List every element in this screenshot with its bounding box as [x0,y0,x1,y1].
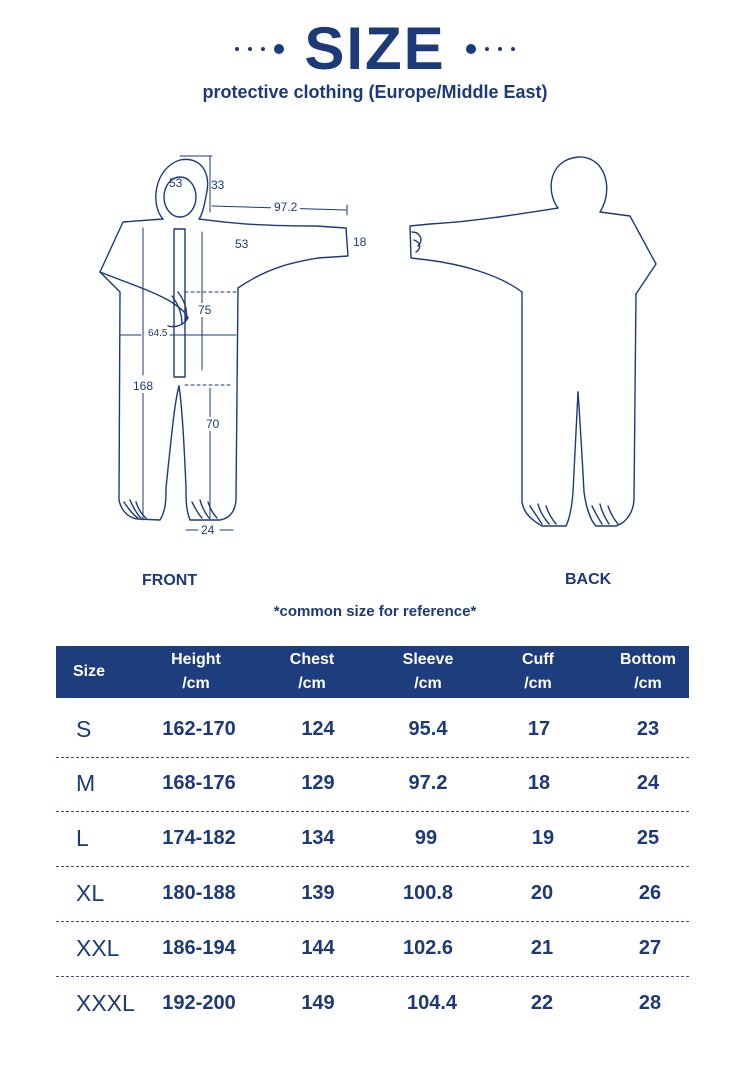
cell-bottom: 23 [636,718,660,740]
dim-cuff: 18 [353,235,367,249]
cell-chest: 124 [301,718,335,740]
cell-cuff: 21 [530,937,554,959]
cell-sleeve: 97.2 [408,772,448,794]
title-row [0,14,750,84]
cell-size: XXXL [76,990,135,1016]
page-subtitle: protective clothing (Europe/Middle East) [202,82,548,102]
back-coverall-outline [410,157,656,526]
cell-chest: 134 [301,827,335,849]
front-coverall-outline [100,159,348,520]
cell-sleeve: 104.4 [406,992,458,1014]
left-dots [235,44,284,54]
header-sleeve: Sleeve /cm [402,651,454,692]
dim-torso: 75 [198,303,212,317]
header-chest: Chest /cm [289,651,335,692]
cell-bottom: 28 [638,992,662,1014]
cell-sleeve: 99 [414,827,438,849]
dim-hood-face: 53 [169,176,183,190]
cell-sleeve: 102.6 [402,937,454,959]
header-height: Height /cm [171,651,221,692]
cell-height: 180-188 [162,882,236,904]
table-row [56,868,689,922]
cell-chest: 129 [301,772,335,794]
table-row [56,978,689,1032]
cell-sleeve: 95.4 [408,718,448,740]
size-table-header [56,646,689,698]
cell-bottom: 27 [638,937,662,959]
front-label: FRONT [142,572,198,589]
back-label: BACK [565,571,612,588]
cell-size: M [76,770,96,796]
dim-chest-label: 53 [235,237,249,251]
cell-bottom: 25 [636,827,660,849]
cell-chest: 144 [301,937,335,959]
table-row [56,704,689,758]
front-dimension-lines [120,156,347,530]
cell-size: S [76,716,92,742]
cell-cuff: 22 [530,992,554,1014]
cell-height: 162-170 [162,718,236,740]
coverall-diagram [0,140,750,560]
table-row [56,923,689,977]
cell-sleeve: 100.8 [402,882,454,904]
cell-bottom: 24 [636,772,660,794]
cell-chest: 139 [301,882,335,904]
cell-height: 168-176 [162,772,236,794]
cell-bottom: 26 [638,882,662,904]
dim-chest-width: 64.5 [148,328,168,339]
cell-size: XXL [76,935,120,961]
cell-cuff: 18 [527,772,551,794]
reference-note: *common size for reference* [273,603,477,620]
cell-cuff: 17 [527,718,551,740]
cell-size: XL [76,880,105,906]
cell-chest: 149 [301,992,335,1014]
cell-cuff: 20 [530,882,554,904]
header-size: Size [72,663,105,680]
page-title: SIZE [304,15,446,82]
dim-hood-height: 33 [211,178,225,192]
cell-height: 192-200 [162,992,236,1014]
dim-leg: 70 [206,417,220,431]
cell-height: 186-194 [162,937,236,959]
dim-height: 168 [133,379,154,393]
table-row [56,758,689,812]
dim-bottom: 24 [201,523,215,537]
header-bottom: Bottom /cm [620,651,676,692]
header-cuff: Cuff /cm [522,651,554,692]
cell-height: 174-182 [162,827,236,849]
right-dots [466,44,515,54]
cell-cuff: 19 [531,827,555,849]
cell-size: L [76,825,89,851]
table-row [56,813,689,867]
dim-sleeve: 97.2 [271,200,300,214]
